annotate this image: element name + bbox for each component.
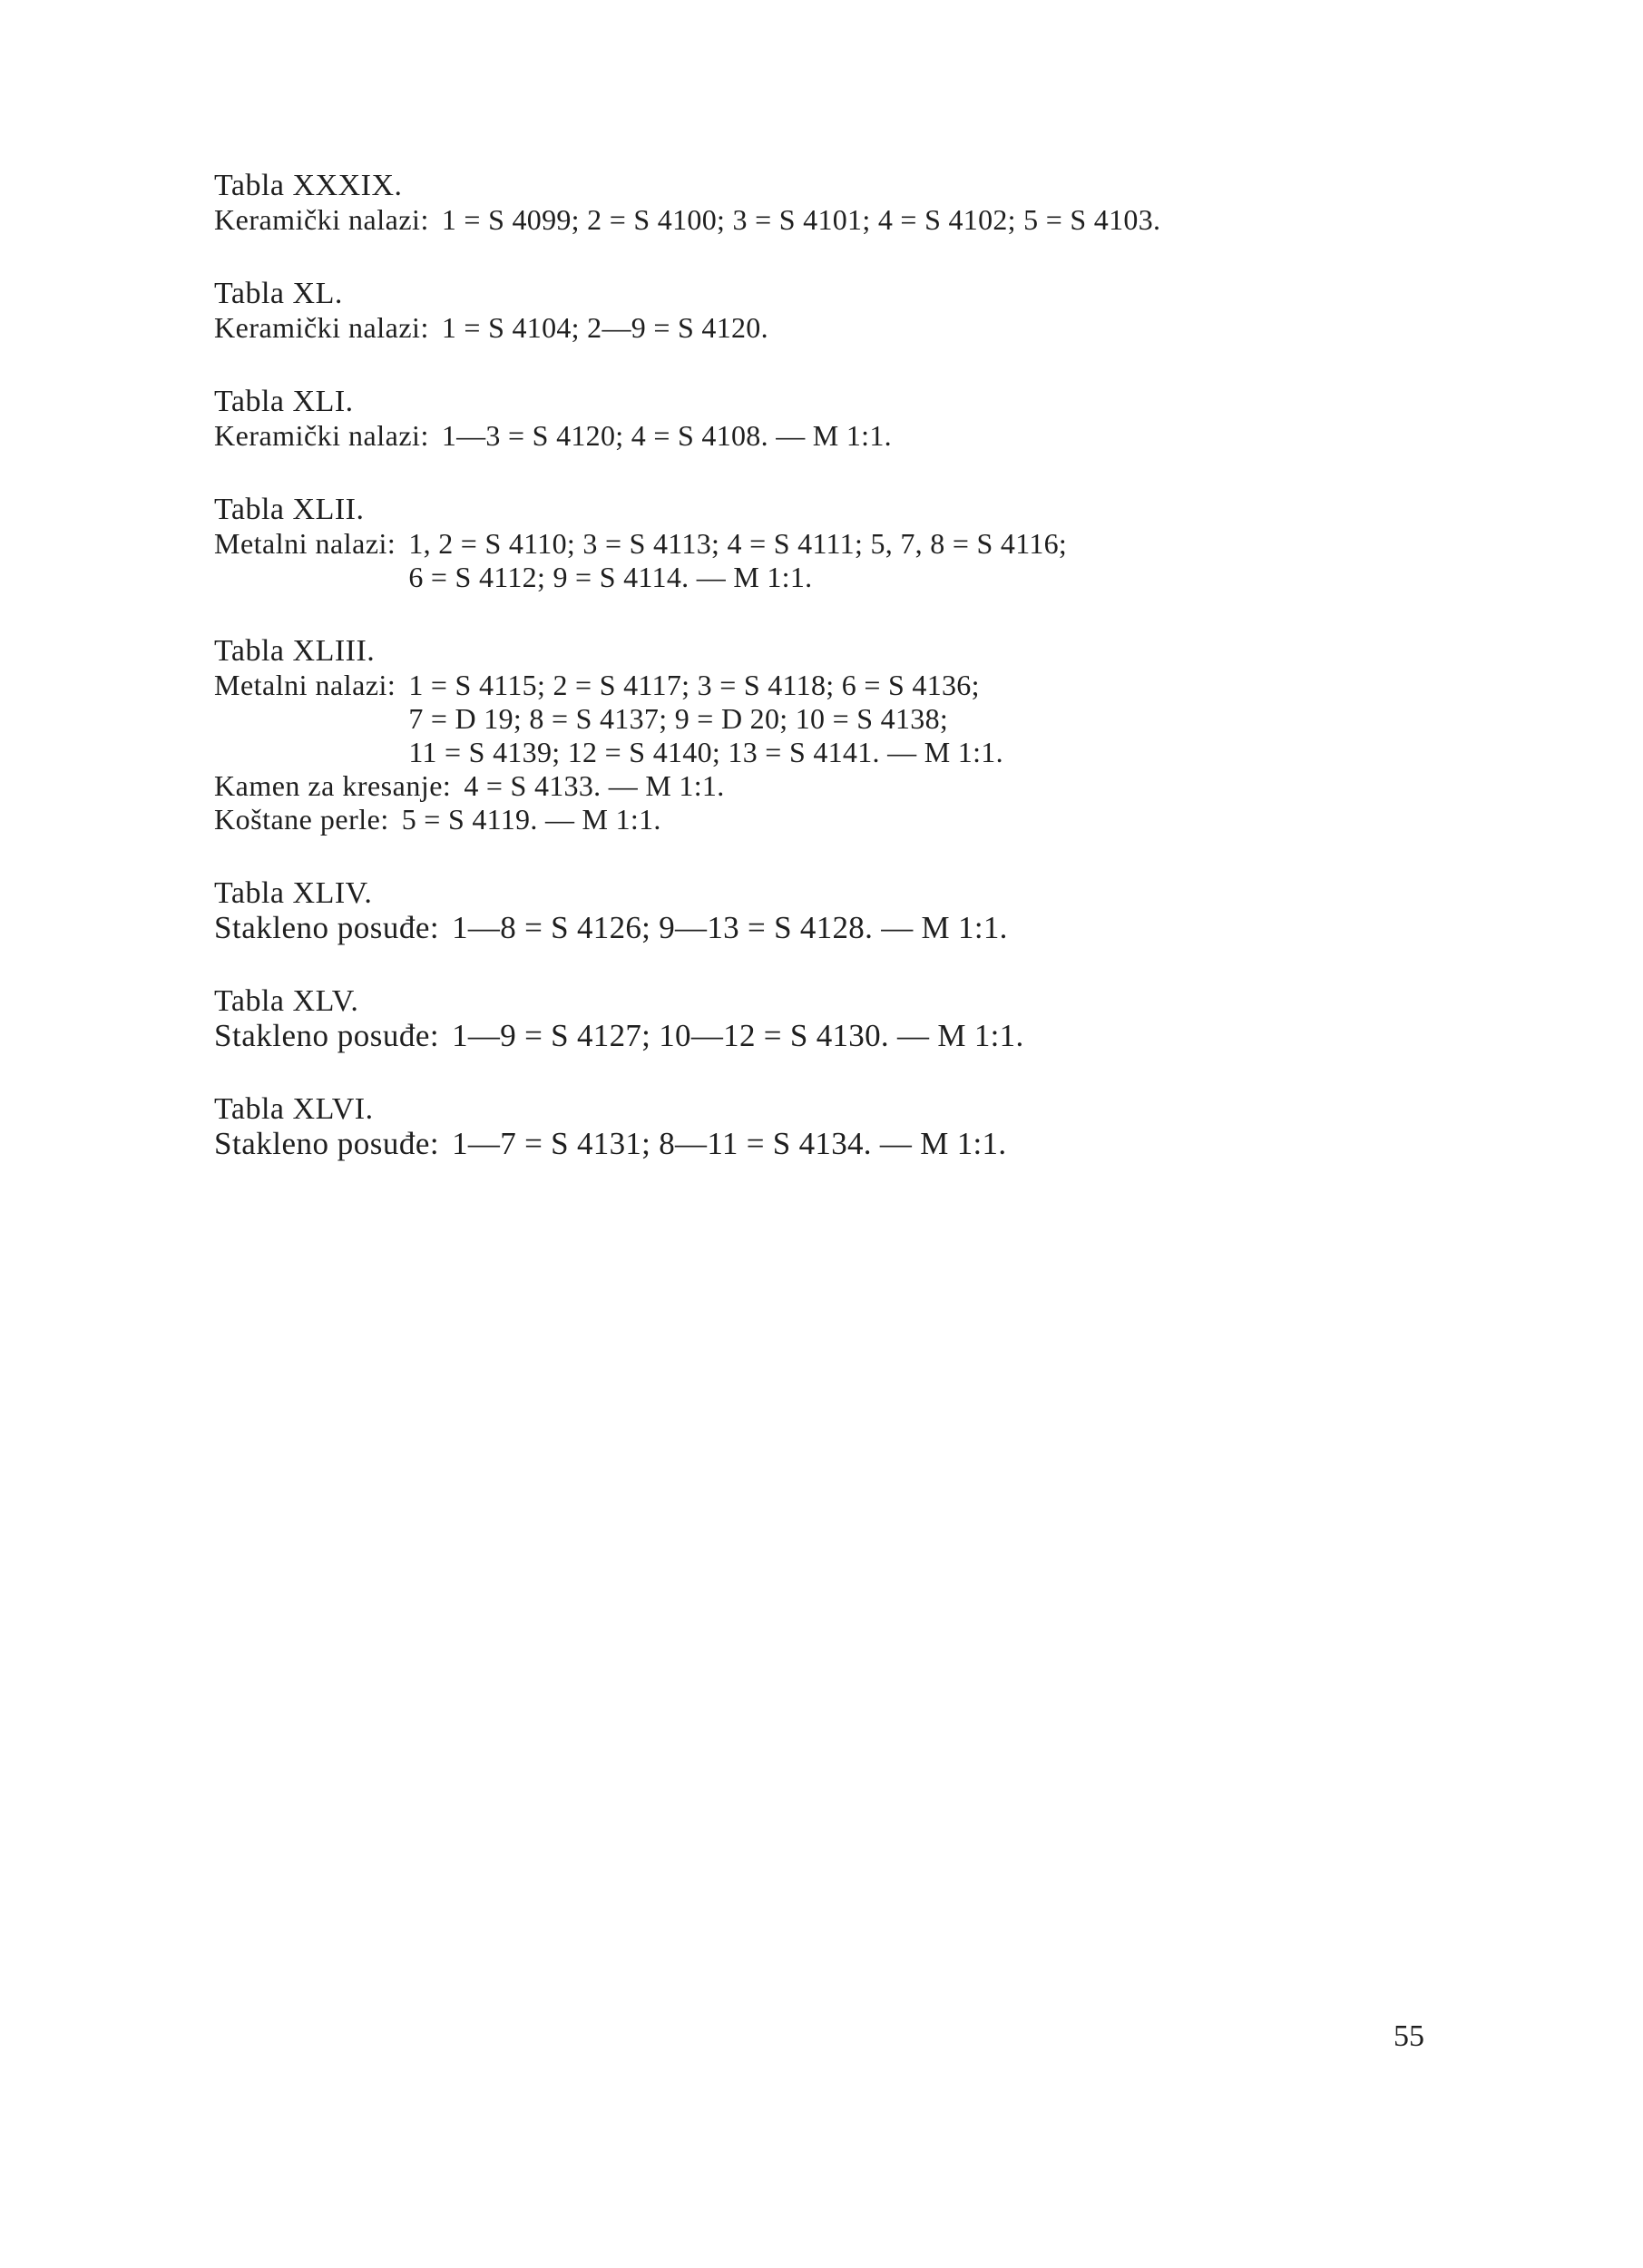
- finds-label: Keramički nalazi:: [214, 203, 429, 236]
- plate-title: Tabla XLII.: [214, 493, 365, 526]
- finds-values: 4 = S 4133. — M 1:1.: [464, 769, 725, 802]
- finds-values: 1—3 = S 4120; 4 = S 4108. — M 1:1.: [441, 419, 892, 452]
- finds-values: 6 = S 4112; 9 = S 4114. — M 1:1.: [408, 561, 813, 593]
- caption-line: [214, 669, 1484, 769]
- page-number: 55: [1394, 2019, 1424, 2053]
- finds-label: Keramički nalazi:: [214, 419, 429, 452]
- finds-values: 1 = S 4115; 2 = S 4117; 3 = S 4118; 6 = S 4136;: [408, 669, 980, 701]
- caption-line: [214, 911, 1484, 944]
- plate-captions: [214, 169, 1484, 1200]
- plate-title: Tabla XLIII.: [214, 634, 376, 668]
- finds-label: Koštane perle:: [214, 803, 389, 836]
- finds-values: 1 = S 4099; 2 = S 4100; 3 = S 4101; 4 = S 4102; 5 = S 4103.: [441, 203, 1161, 236]
- plate-title: Tabla XLV.: [214, 984, 359, 1018]
- finds-values: 1, 2 = S 4110; 3 = S 4113; 4 = S 4111; 5, 7, 8 = S 4116;: [408, 527, 1068, 560]
- caption-entry: [214, 876, 1484, 944]
- plate-title: Tabla XLVI.: [214, 1092, 374, 1126]
- finds-label: Stakleno posuđe:: [214, 1126, 440, 1161]
- caption-entry: [214, 634, 1484, 836]
- finds-label: Metalni nalazi:: [214, 527, 396, 560]
- caption-entry: [214, 385, 1484, 453]
- finds-values: 1—9 = S 4127; 10—12 = S 4130. — M 1:1.: [452, 1018, 1024, 1053]
- caption-entry: [214, 277, 1484, 345]
- finds-values: 1—8 = S 4126; 9—13 = S 4128. — M 1:1.: [452, 910, 1008, 945]
- caption-entry: [214, 984, 1484, 1052]
- plate-title: Tabla XLI.: [214, 385, 354, 418]
- finds-label: Stakleno posuđe:: [214, 1018, 440, 1053]
- plate-title: Tabla XLIV.: [214, 876, 373, 910]
- caption-entry: [214, 1092, 1484, 1160]
- finds-label: Metalni nalazi:: [214, 669, 396, 701]
- caption-line: [214, 311, 1484, 345]
- plate-title: Tabla XL.: [214, 277, 343, 310]
- caption-entry: [214, 169, 1484, 237]
- caption-line: [214, 1019, 1484, 1052]
- caption-line: [214, 803, 1484, 836]
- finds-values: 11 = S 4139; 12 = S 4140; 13 = S 4141. — M 1:1.: [408, 736, 1003, 768]
- caption-line: [214, 527, 1484, 594]
- finds-values-group: [408, 669, 1003, 769]
- finds-values-group: [408, 527, 1067, 594]
- finds-values: 5 = S 4119. — M 1:1.: [401, 803, 661, 836]
- caption-line: [214, 769, 1484, 803]
- caption-line: [214, 203, 1484, 237]
- caption-line: [214, 1127, 1484, 1160]
- finds-values: 7 = D 19; 8 = S 4137; 9 = D 20; 10 = S 4138;: [408, 702, 949, 735]
- finds-values: 1 = S 4104; 2—9 = S 4120.: [441, 311, 768, 344]
- finds-label: Keramički nalazi:: [214, 311, 429, 344]
- caption-entry: [214, 493, 1484, 594]
- caption-line: [214, 419, 1484, 453]
- finds-label: Kamen za kresanje:: [214, 769, 452, 802]
- finds-values: 1—7 = S 4131; 8—11 = S 4134. — M 1:1.: [452, 1126, 1007, 1161]
- plate-title: Tabla XXXIX.: [214, 169, 403, 202]
- finds-label: Stakleno posuđe:: [214, 910, 440, 945]
